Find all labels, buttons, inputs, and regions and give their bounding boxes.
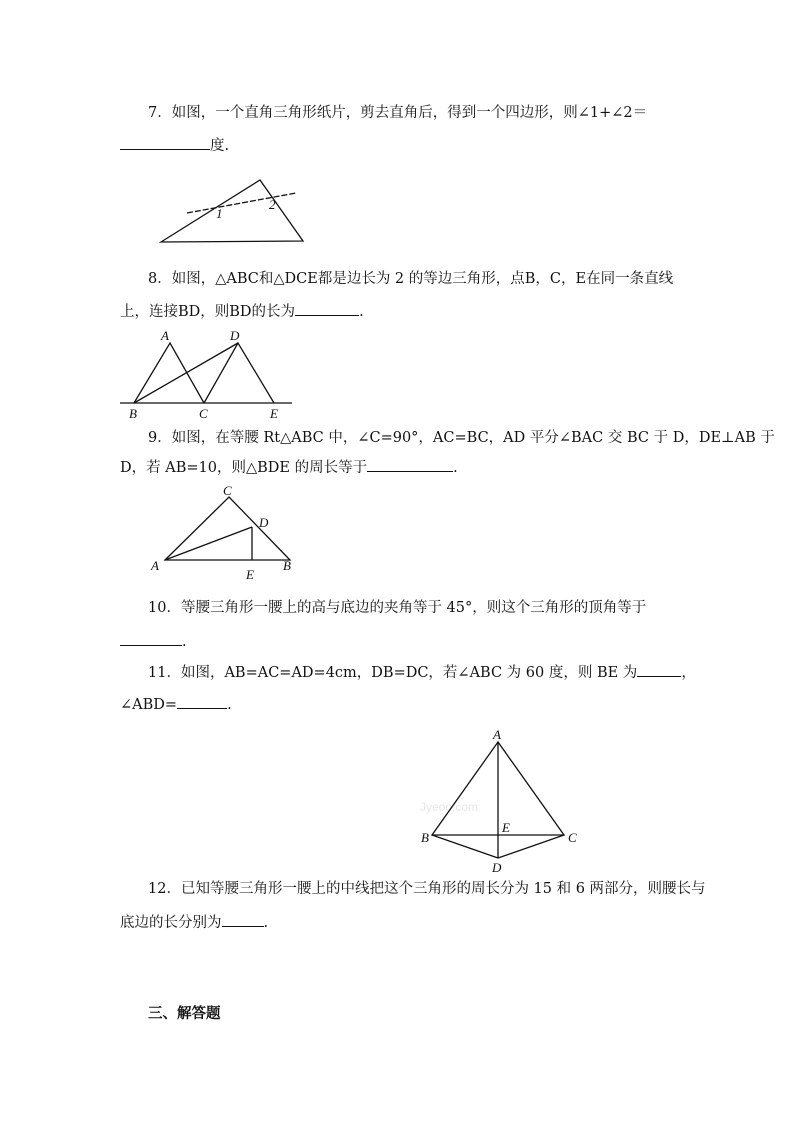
q8-line2-prefix: 上，连接BD，则BD的长为 xyxy=(120,304,296,320)
q11-label-e: E xyxy=(502,820,510,835)
q8-line2-suffix: . xyxy=(359,304,364,320)
q11-label-a: A xyxy=(493,727,501,742)
q7-angle1-label: 1 xyxy=(216,206,223,221)
q11-label-c: C xyxy=(568,830,577,845)
q12-line2-suffix: . xyxy=(263,915,269,931)
q11-line1-suffix: ， xyxy=(681,665,696,681)
q8-label-e: E xyxy=(270,406,278,421)
q9-label-b: B xyxy=(283,558,291,573)
q11-line1-prefix: 11．如图，AB=AC=AD=4cm，DB=DC，若∠ABC 为 60 度，则 BE 为 xyxy=(148,665,638,681)
q9-label-c: C xyxy=(223,483,232,498)
q11-line2-prefix: ∠ABD= xyxy=(120,697,178,713)
q11-line2-suffix: . xyxy=(227,697,232,713)
q7-line2-suffix: 度. xyxy=(210,138,230,154)
q8-label-a: A xyxy=(161,328,169,343)
q11-segment-cd xyxy=(498,835,564,858)
q11-segment-bd xyxy=(432,835,498,858)
section-heading: 三、解答题 xyxy=(148,1005,221,1022)
q9-line2-suffix: . xyxy=(453,460,458,476)
q7-line1: 7．如图，一个直角三角形纸片，剪去直角后，得到一个四边形，则∠1+∠2＝ xyxy=(148,105,648,121)
q10-line1: 10．等腰三角形一腰上的高与底边的夹角等于 45°，则这个三角形的顶角等于 xyxy=(148,600,647,616)
q10-line2-suffix: . xyxy=(182,634,187,650)
q12-answer-blank xyxy=(222,912,264,927)
watermark: Jyeoo.com xyxy=(420,800,479,814)
q8-label-d: D xyxy=(230,328,240,343)
q12-line1: 12．已知等腰三角形一腰上的中线把这个三角形的周长分为 15 和 6 两部分，则腰长与 xyxy=(148,881,706,897)
q12-line2 xyxy=(120,912,268,933)
q9-line1: 9．如图，在等腰 Rt△ABC 中，∠C=90°，AC=BC，AD 平分∠BAC 交 BC 于 D，DE⊥AB 于 xyxy=(148,430,775,446)
q9-line2-prefix: D，若 AB=10，则△BDE 的周长等于 xyxy=(120,460,368,476)
q11-label-d: D xyxy=(492,860,502,875)
q9-label-e: E xyxy=(246,567,254,582)
q7-angle2-label: 2 xyxy=(269,197,276,212)
q8-label-b: B xyxy=(129,406,137,421)
q9-label-d: D xyxy=(259,515,269,530)
q12-line2-prefix: 底边的长分别为 xyxy=(120,915,222,931)
q9-label-a: A xyxy=(151,558,159,573)
q8-line1: 8．如图，△ABC和△DCE都是边长为 2 的等边三角形，点B，C，E在同一条直线 xyxy=(148,271,674,287)
q11-label-b: B xyxy=(421,830,429,845)
q8-label-c: C xyxy=(199,406,208,421)
